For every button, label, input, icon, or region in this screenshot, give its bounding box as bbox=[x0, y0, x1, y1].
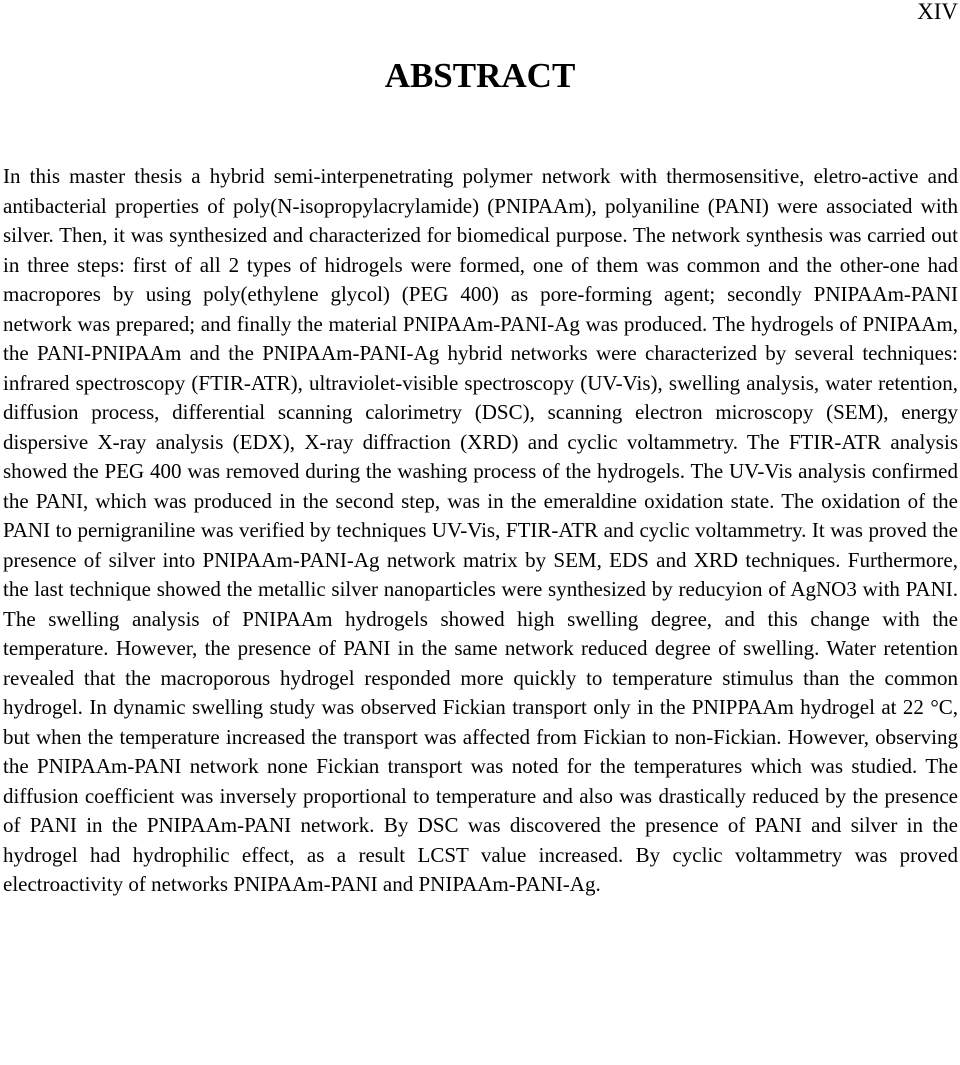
page-number: XIV bbox=[917, 0, 958, 24]
abstract-title: ABSTRACT bbox=[384, 56, 576, 95]
abstract-body: In this master thesis a hybrid semi-interpenetrating polymer network with thermosensitive, eletro-active and antibacterial properties of poly(N-isopropylacrylamide) (PNIPAAm), polyaniline (PANI) were associated with silver. Then, it was synthesized and characterized for biomedical purpose. The network synthesis was carried out in three steps: first of all 2 types of hidrogels were formed, one of them was common and the other-one had macropores by using poly(ethylene glycol) (PEG 400) as pore-forming agent; secondly PNIPAAm-PANI network was prepared; and finally the material PNIPAAm-PANI-Ag was produced. The hydrogels of PNIPAAm, the PANI-PNIPAAm and the PNIPAAm-PANI-Ag hybrid networks were characterized by several techniques: infrared spectroscopy (FTIR-ATR), ultraviolet-visible spectroscopy (UV-Vis), swelling analysis, water retention, diffusion process, differential scanning calorimetry (DSC), scanning electron microscopy (SEM), energy dispersive X-ray analysis (EDX), X-ray diffraction (XRD) and cyclic voltammetry. The FTIR-ATR analysis showed the PEG 400 was removed during the washing process of the hydrogels. The UV-Vis analysis confirmed the PANI, which was produced in the second step, was in the emeraldine oxidation state. The oxidation of the PANI to pernigraniline was verified by techniques UV-Vis, FTIR-ATR and cyclic voltammetry. It was proved the presence of silver into PNIPAAm-PANI-Ag network matrix by SEM, EDS and XRD techniques. Furthermore, the last technique showed the metallic silver nanoparticles were synthesized by reducyion of AgNO3 with PANI. The swelling analysis of PNIPAAm hydrogels showed high swelling degree, and this change with the temperature. However, the presence of PANI in the same network reduced degree of swelling. Water retention revealed that the macroporous hydrogel responded more quickly to temperature stimulus than the common hydrogel. In dynamic swelling study was observed Fickian transport only in the PNIPPAAm hydrogel at 22 °C, but when the temperature increased the transport was affected from Fickian to non-Fickian. However, observing the PNIPAAm-PANI network none Fickian transport was noted for the temperatures which was studied. The diffusion coefficient was inversely proportional to temperature and also was drastically reduced by the presence of PANI in the PNIPAAm-PANI network. By DSC was discovered the presence of PANI and silver in the hydrogel had hydrophilic effect, as a result LCST value increased. By cyclic voltammetry was proved electroactivity of networks PNIPAAm-PANI and PNIPAAm-PANI-Ag. bbox=[3, 164, 958, 896]
